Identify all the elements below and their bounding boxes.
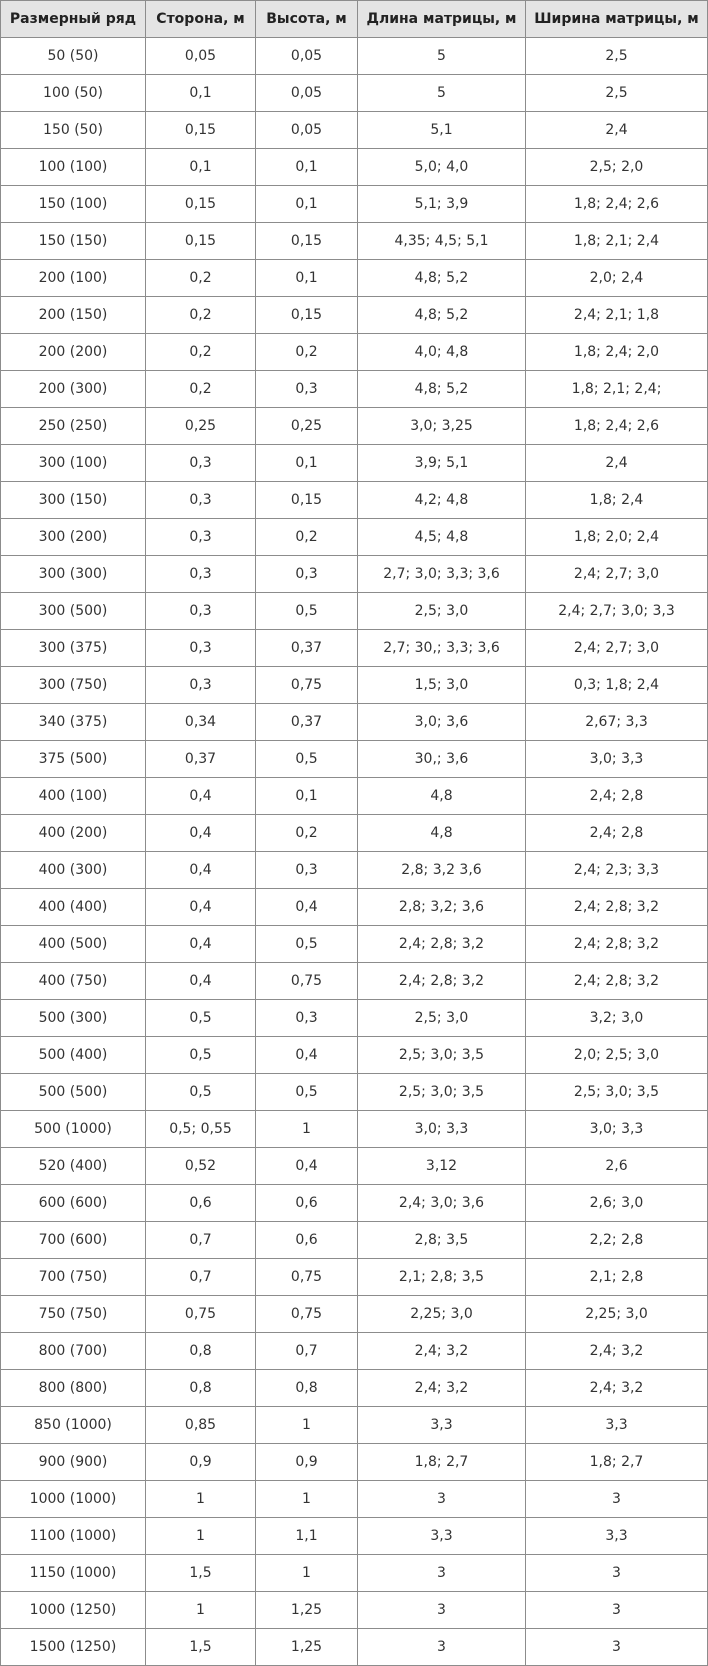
matrix-length-cell: 4,8; 5,2 (358, 297, 526, 334)
height-cell: 0,1 (256, 149, 358, 186)
matrix-length-cell: 3,9; 5,1 (358, 445, 526, 482)
matrix-length-cell: 5,0; 4,0 (358, 149, 526, 186)
side-cell: 0,3 (146, 445, 256, 482)
matrix-width-cell: 1,8; 2,4 (526, 482, 708, 519)
table-row (1, 630, 708, 667)
matrix-width-cell: 3,0; 3,3 (526, 741, 708, 778)
matrix-width-cell: 1,8; 2,7 (526, 1444, 708, 1481)
table-row (1, 408, 708, 445)
height-cell: 0,8 (256, 1370, 358, 1407)
side-cell: 0,6 (146, 1185, 256, 1222)
side-cell: 0,7 (146, 1259, 256, 1296)
matrix-width-cell: 2,4 (526, 112, 708, 149)
size-range-cell: 200 (200) (1, 334, 146, 371)
side-cell: 0,8 (146, 1370, 256, 1407)
table-row (1, 926, 708, 963)
matrix-length-cell: 30,; 3,6 (358, 741, 526, 778)
side-cell: 0,4 (146, 815, 256, 852)
height-cell: 0,4 (256, 1148, 358, 1185)
header-matrix-length: Длина матрицы, м (358, 1, 526, 38)
size-range-cell: 340 (375) (1, 704, 146, 741)
height-cell: 1,25 (256, 1592, 358, 1629)
table-body (1, 38, 708, 1666)
size-range-cell: 850 (1000) (1, 1407, 146, 1444)
height-cell: 0,37 (256, 630, 358, 667)
table-row (1, 815, 708, 852)
height-cell: 1 (256, 1407, 358, 1444)
side-cell: 0,15 (146, 186, 256, 223)
size-range-cell: 700 (750) (1, 1259, 146, 1296)
table-row (1, 963, 708, 1000)
side-cell: 0,3 (146, 667, 256, 704)
matrix-width-cell: 3 (526, 1592, 708, 1629)
side-cell: 0,15 (146, 223, 256, 260)
table-row (1, 1259, 708, 1296)
side-cell: 1 (146, 1592, 256, 1629)
side-cell: 0,25 (146, 408, 256, 445)
matrix-width-cell: 3,0; 3,3 (526, 1111, 708, 1148)
height-cell: 0,15 (256, 297, 358, 334)
size-range-cell: 200 (100) (1, 260, 146, 297)
size-range-cell: 300 (100) (1, 445, 146, 482)
matrix-length-cell: 3 (358, 1481, 526, 1518)
size-range-cell: 400 (750) (1, 963, 146, 1000)
matrix-length-cell: 2,1; 2,8; 3,5 (358, 1259, 526, 1296)
side-cell: 0,2 (146, 334, 256, 371)
height-cell: 1 (256, 1111, 358, 1148)
height-cell: 0,6 (256, 1185, 358, 1222)
height-cell: 0,5 (256, 926, 358, 963)
matrix-length-cell: 3 (358, 1629, 526, 1666)
matrix-width-cell: 2,4; 2,8 (526, 778, 708, 815)
height-cell: 0,5 (256, 741, 358, 778)
table-row (1, 1148, 708, 1185)
size-range-cell: 200 (300) (1, 371, 146, 408)
side-cell: 0,3 (146, 630, 256, 667)
header-size-range: Размерный ряд (1, 1, 146, 38)
height-cell: 0,75 (256, 963, 358, 1000)
matrix-width-cell: 1,8; 2,0; 2,4 (526, 519, 708, 556)
matrix-width-cell: 2,4; 2,8; 3,2 (526, 963, 708, 1000)
side-cell: 0,3 (146, 593, 256, 630)
side-cell: 0,2 (146, 260, 256, 297)
size-range-cell: 150 (100) (1, 186, 146, 223)
matrix-width-cell: 2,4; 2,8 (526, 815, 708, 852)
side-cell: 0,1 (146, 75, 256, 112)
size-range-cell: 300 (200) (1, 519, 146, 556)
table-row (1, 371, 708, 408)
matrix-length-cell: 3,0; 3,25 (358, 408, 526, 445)
table-row (1, 445, 708, 482)
height-cell: 0,7 (256, 1333, 358, 1370)
side-cell: 0,7 (146, 1222, 256, 1259)
height-cell: 0,05 (256, 75, 358, 112)
size-range-cell: 400 (300) (1, 852, 146, 889)
side-cell: 0,3 (146, 556, 256, 593)
table-row (1, 556, 708, 593)
size-range-cell: 800 (700) (1, 1333, 146, 1370)
matrix-width-cell: 2,4; 3,2 (526, 1333, 708, 1370)
side-cell: 0,4 (146, 963, 256, 1000)
header-row (1, 1, 708, 38)
height-cell: 1 (256, 1555, 358, 1592)
height-cell: 0,3 (256, 852, 358, 889)
side-cell: 0,75 (146, 1296, 256, 1333)
matrix-length-cell: 2,8; 3,2 3,6 (358, 852, 526, 889)
side-cell: 0,05 (146, 38, 256, 75)
side-cell: 0,52 (146, 1148, 256, 1185)
matrix-width-cell: 2,5 (526, 38, 708, 75)
side-cell: 0,1 (146, 149, 256, 186)
size-range-cell: 100 (50) (1, 75, 146, 112)
height-cell: 1,1 (256, 1518, 358, 1555)
side-cell: 0,3 (146, 482, 256, 519)
side-cell: 0,37 (146, 741, 256, 778)
size-range-cell: 300 (750) (1, 667, 146, 704)
side-cell: 0,5; 0,55 (146, 1111, 256, 1148)
table-row (1, 1555, 708, 1592)
size-range-cell: 250 (250) (1, 408, 146, 445)
table-row (1, 297, 708, 334)
matrix-width-cell: 2,5 (526, 75, 708, 112)
size-range-cell: 500 (1000) (1, 1111, 146, 1148)
matrix-width-cell: 2,4; 2,8; 3,2 (526, 926, 708, 963)
matrix-width-cell: 3 (526, 1555, 708, 1592)
height-cell: 0,6 (256, 1222, 358, 1259)
size-range-cell: 100 (100) (1, 149, 146, 186)
matrix-length-cell: 2,5; 3,0; 3,5 (358, 1037, 526, 1074)
size-range-cell: 400 (500) (1, 926, 146, 963)
height-cell: 0,1 (256, 186, 358, 223)
size-range-cell: 400 (100) (1, 778, 146, 815)
height-cell: 0,15 (256, 223, 358, 260)
height-cell: 0,05 (256, 112, 358, 149)
table-row (1, 1111, 708, 1148)
matrix-width-cell: 2,4; 2,7; 3,0 (526, 556, 708, 593)
side-cell: 0,4 (146, 852, 256, 889)
matrix-length-cell: 2,4; 3,2 (358, 1370, 526, 1407)
size-range-cell: 300 (300) (1, 556, 146, 593)
matrix-length-cell: 5,1 (358, 112, 526, 149)
table-row (1, 260, 708, 297)
matrix-length-cell: 2,4; 2,8; 3,2 (358, 963, 526, 1000)
side-cell: 0,85 (146, 1407, 256, 1444)
size-range-cell: 900 (900) (1, 1444, 146, 1481)
size-range-cell: 200 (150) (1, 297, 146, 334)
table-row (1, 1222, 708, 1259)
height-cell: 1,25 (256, 1629, 358, 1666)
matrix-width-cell: 1,8; 2,4; 2,0 (526, 334, 708, 371)
height-cell: 0,3 (256, 1000, 358, 1037)
size-range-cell: 1150 (1000) (1, 1555, 146, 1592)
matrix-width-cell: 3 (526, 1629, 708, 1666)
matrix-length-cell: 4,0; 4,8 (358, 334, 526, 371)
size-range-cell: 400 (200) (1, 815, 146, 852)
matrix-width-cell: 2,5; 3,0; 3,5 (526, 1074, 708, 1111)
table-row (1, 1074, 708, 1111)
height-cell: 0,05 (256, 38, 358, 75)
side-cell: 0,5 (146, 1037, 256, 1074)
table-row (1, 1000, 708, 1037)
side-cell: 0,34 (146, 704, 256, 741)
matrix-length-cell: 2,4; 3,2 (358, 1333, 526, 1370)
matrix-width-cell: 2,4; 2,1; 1,8 (526, 297, 708, 334)
side-cell: 0,5 (146, 1074, 256, 1111)
table-row (1, 334, 708, 371)
matrix-length-cell: 4,8; 5,2 (358, 371, 526, 408)
height-cell: 0,5 (256, 593, 358, 630)
table-row (1, 889, 708, 926)
table-row (1, 778, 708, 815)
header-side: Сторона, м (146, 1, 256, 38)
height-cell: 0,15 (256, 482, 358, 519)
matrix-length-cell: 2,8; 3,2; 3,6 (358, 889, 526, 926)
table-row (1, 1629, 708, 1666)
table-row (1, 149, 708, 186)
table-row (1, 38, 708, 75)
matrix-length-cell: 5 (358, 75, 526, 112)
matrix-width-cell: 3,3 (526, 1518, 708, 1555)
matrix-length-cell: 2,4; 2,8; 3,2 (358, 926, 526, 963)
size-range-cell: 500 (300) (1, 1000, 146, 1037)
matrix-length-cell: 2,25; 3,0 (358, 1296, 526, 1333)
matrix-width-cell: 1,8; 2,1; 2,4; (526, 371, 708, 408)
matrix-width-cell: 2,2; 2,8 (526, 1222, 708, 1259)
matrix-length-cell: 3,0; 3,3 (358, 1111, 526, 1148)
matrix-length-cell: 3,3 (358, 1407, 526, 1444)
size-range-cell: 520 (400) (1, 1148, 146, 1185)
matrix-width-cell: 0,3; 1,8; 2,4 (526, 667, 708, 704)
matrix-length-cell: 3 (358, 1555, 526, 1592)
height-cell: 0,3 (256, 371, 358, 408)
table-row (1, 1185, 708, 1222)
table-row (1, 1444, 708, 1481)
size-range-cell: 1000 (1000) (1, 1481, 146, 1518)
matrix-length-cell: 4,8 (358, 778, 526, 815)
matrix-length-cell: 4,2; 4,8 (358, 482, 526, 519)
side-cell: 0,2 (146, 297, 256, 334)
table-row (1, 852, 708, 889)
table-row (1, 1037, 708, 1074)
matrix-length-cell: 2,5; 3,0; 3,5 (358, 1074, 526, 1111)
matrix-width-cell: 2,4 (526, 445, 708, 482)
size-range-cell: 375 (500) (1, 741, 146, 778)
side-cell: 0,2 (146, 371, 256, 408)
matrix-width-cell: 3,3 (526, 1407, 708, 1444)
matrix-width-cell: 3,2; 3,0 (526, 1000, 708, 1037)
height-cell: 0,37 (256, 704, 358, 741)
height-cell: 0,1 (256, 778, 358, 815)
matrix-length-cell: 3,0; 3,6 (358, 704, 526, 741)
side-cell: 1,5 (146, 1555, 256, 1592)
matrix-width-cell: 1,8; 2,4; 2,6 (526, 408, 708, 445)
table-header (1, 1, 708, 38)
matrix-length-cell: 3 (358, 1592, 526, 1629)
height-cell: 0,1 (256, 260, 358, 297)
matrix-width-cell: 2,5; 2,0 (526, 149, 708, 186)
size-range-cell: 150 (150) (1, 223, 146, 260)
matrix-width-cell: 2,6; 3,0 (526, 1185, 708, 1222)
side-cell: 0,9 (146, 1444, 256, 1481)
matrix-width-cell: 2,4; 3,2 (526, 1370, 708, 1407)
size-range-cell: 300 (150) (1, 482, 146, 519)
size-range-cell: 50 (50) (1, 38, 146, 75)
size-range-cell: 300 (375) (1, 630, 146, 667)
matrix-length-cell: 4,8; 5,2 (358, 260, 526, 297)
matrix-length-cell: 3,12 (358, 1148, 526, 1185)
table-row (1, 1481, 708, 1518)
header-height: Высота, м (256, 1, 358, 38)
table-row (1, 704, 708, 741)
matrix-length-cell: 5 (358, 38, 526, 75)
side-cell: 0,3 (146, 519, 256, 556)
height-cell: 0,75 (256, 1259, 358, 1296)
table-row (1, 75, 708, 112)
matrix-length-cell: 2,7; 30,; 3,3; 3,6 (358, 630, 526, 667)
side-cell: 0,5 (146, 1000, 256, 1037)
height-cell: 0,2 (256, 519, 358, 556)
side-cell: 1 (146, 1481, 256, 1518)
height-cell: 0,1 (256, 445, 358, 482)
side-cell: 0,15 (146, 112, 256, 149)
matrix-width-cell: 3 (526, 1481, 708, 1518)
matrix-length-cell: 1,5; 3,0 (358, 667, 526, 704)
matrix-width-cell: 1,8; 2,4; 2,6 (526, 186, 708, 223)
size-range-cell: 750 (750) (1, 1296, 146, 1333)
size-range-cell: 1000 (1250) (1, 1592, 146, 1629)
matrix-width-cell: 2,0; 2,4 (526, 260, 708, 297)
height-cell: 1 (256, 1481, 358, 1518)
table-row (1, 1518, 708, 1555)
table-row (1, 1407, 708, 1444)
matrix-length-cell: 2,5; 3,0 (358, 593, 526, 630)
size-range-cell: 300 (500) (1, 593, 146, 630)
size-range-cell: 1500 (1250) (1, 1629, 146, 1666)
matrix-length-cell: 4,5; 4,8 (358, 519, 526, 556)
height-cell: 0,75 (256, 667, 358, 704)
matrix-width-cell: 1,8; 2,1; 2,4 (526, 223, 708, 260)
height-cell: 0,2 (256, 815, 358, 852)
height-cell: 0,25 (256, 408, 358, 445)
matrix-length-cell: 2,5; 3,0 (358, 1000, 526, 1037)
table-row (1, 186, 708, 223)
table-row (1, 741, 708, 778)
header-matrix-width: Ширина матрицы, м (526, 1, 708, 38)
table-row (1, 1592, 708, 1629)
height-cell: 0,4 (256, 889, 358, 926)
size-range-cell: 1100 (1000) (1, 1518, 146, 1555)
side-cell: 0,4 (146, 778, 256, 815)
table-row (1, 1370, 708, 1407)
matrix-length-cell: 3,3 (358, 1518, 526, 1555)
height-cell: 0,3 (256, 556, 358, 593)
matrix-width-cell: 2,67; 3,3 (526, 704, 708, 741)
size-range-cell: 150 (50) (1, 112, 146, 149)
matrix-length-cell: 4,8 (358, 815, 526, 852)
size-range-cell: 400 (400) (1, 889, 146, 926)
side-cell: 1,5 (146, 1629, 256, 1666)
matrix-length-cell: 4,35; 4,5; 5,1 (358, 223, 526, 260)
height-cell: 0,4 (256, 1037, 358, 1074)
size-range-cell: 600 (600) (1, 1185, 146, 1222)
size-range-cell: 500 (500) (1, 1074, 146, 1111)
table-row (1, 482, 708, 519)
matrix-width-cell: 2,4; 2,8; 3,2 (526, 889, 708, 926)
matrix-width-cell: 2,1; 2,8 (526, 1259, 708, 1296)
size-range-cell: 500 (400) (1, 1037, 146, 1074)
table-row (1, 593, 708, 630)
size-range-cell: 800 (800) (1, 1370, 146, 1407)
height-cell: 0,75 (256, 1296, 358, 1333)
side-cell: 0,4 (146, 889, 256, 926)
matrix-width-cell: 2,4; 2,7; 3,0; 3,3 (526, 593, 708, 630)
table-row (1, 1296, 708, 1333)
height-cell: 0,5 (256, 1074, 358, 1111)
matrix-width-cell: 2,6 (526, 1148, 708, 1185)
matrix-width-cell: 2,4; 2,7; 3,0 (526, 630, 708, 667)
matrix-width-cell: 2,4; 2,3; 3,3 (526, 852, 708, 889)
side-cell: 0,8 (146, 1333, 256, 1370)
matrix-width-cell: 2,25; 3,0 (526, 1296, 708, 1333)
matrix-length-cell: 1,8; 2,7 (358, 1444, 526, 1481)
side-cell: 0,4 (146, 926, 256, 963)
table-row (1, 519, 708, 556)
table-row (1, 112, 708, 149)
matrix-length-cell: 2,4; 3,0; 3,6 (358, 1185, 526, 1222)
size-range-cell: 700 (600) (1, 1222, 146, 1259)
table-row (1, 1333, 708, 1370)
side-cell: 1 (146, 1518, 256, 1555)
table-row (1, 223, 708, 260)
matrix-length-cell: 2,8; 3,5 (358, 1222, 526, 1259)
height-cell: 0,9 (256, 1444, 358, 1481)
matrix-width-cell: 2,0; 2,5; 3,0 (526, 1037, 708, 1074)
matrix-length-cell: 5,1; 3,9 (358, 186, 526, 223)
height-cell: 0,2 (256, 334, 358, 371)
table-row (1, 667, 708, 704)
matrix-length-cell: 2,7; 3,0; 3,3; 3,6 (358, 556, 526, 593)
